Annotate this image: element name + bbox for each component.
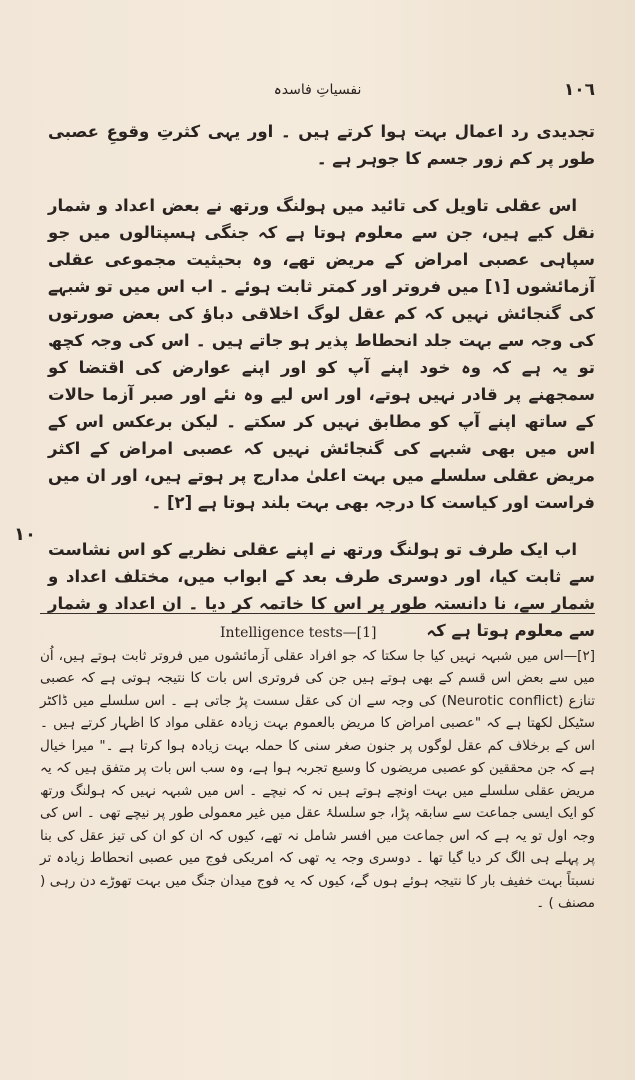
page-number: ١٠٦ [563,80,595,100]
paragraph: اب ایک طرف تو ہولنگ ورتھ نے اپنے عقلی نظریے کو اس نشاست سے ثابت کیا، اور دوسری طرف بعد کے ابواب میں، مختلف اعداد و شمار سے، نا دانستہ طور پر اس کا خاتمہ کر دیا ۔ ان اعداد و شمار سے معلوم ہوتا ہے کہ [48,540,595,640]
line-number-marker: ۱۰ [14,524,36,545]
footnote-2: [۲]—اس میں شبہہ نہیں کیا جا سکتا کہ جو افراد عقلی آزمائشوں میں فروتر ثابت ہوتے ہیں، اُن میں سے بعض اس قسم کے بھی ہوتے ہیں جن کی فروتری اس بات کا نتیجہ ہوتی ہے کہ عصبی تنازع (Neurotic conflict) کی وجہ سے ان کی عقل سست پڑ جاتی ہے ۔ اس سلسلے میں ڈاکٹر سٹیکل لکھتا ہے کہ "عصبی امراض کا مریض بالعموم بہت زیادہ عقلی مواد کا اظہار کرتے ہیں ۔ اس کے برخلاف کم عقل لوگوں پر جنون صغر سنی کا حملہ بہت زیادہ ہوا کرتا ہے ۔" میرا خیال ہے کہ جن محققین کو عصبی مریضوں کا وسیع تجربہ ہوا ہے، وہ سب اس بات پر متفق ہیں کہ یہ مریض عقلی سلسلے میں بہت اونچے ہوتے ہیں نہ کہ نیچے ۔ اس میں شبہہ نہیں کہ ہولنگ ورتھ کو ایک ایسی جماعت سے سابقہ پڑا، جو سلسلۂ عقل میں غیر معمولی طور پر نیچے تھی ۔ اس کی وجہ اول تو یہ ہے کہ اس جماعت میں افسر شامل نہ تھے، کیوں کہ ان کو ان کی تیز عقل کی بنا پر پہلے ہی الگ کر دیا گیا تھا ۔ دوسری وجہ یہ تھی کہ امریکی فوج میں عصبی انحطاط زیادہ تر نسبتاً بہت خفیف بار کا نتیجہ ہوئے ہوں گے، کیوں کہ یہ فوج میدان جنگ میں بہت تھوڑے دن رہی ( مصنف ) ۔ [40,647,595,911]
footnote-1-text: Intelligence tests—[1] [220,625,377,641]
footnotes [40,622,595,915]
page-header [40,80,595,104]
running-title: نفسیاتِ فاسدہ [273,82,362,98]
footnote-divider [40,613,595,614]
footnote-1 [40,622,595,645]
paragraph: اس عقلی تاویل کی تائید میں ہولنگ ورتھ نے بعض اعداد و شمار نقل کیے ہیں، جن سے معلوم ہوتا ہے کہ جنگی ہسپتالوں میں جو سپاہی عصبی امراض کے مریض تھے، وہ بحیثیت مجموعی عقلی آزمائشوں [۱] میں فروتر اور کمتر ثابت ہوئے ۔ اب اس میں تو شبہے کی گنجائش نہیں کہ کم عقل لوگ اخلاقی دباؤ کی بعض صورتوں کی وجہ سے بہت جلد انحطاط پذیر ہو جاتے ہیں ۔ اس کی وجہ کچھ تو یہ ہے کہ وہ خود اپنے آپ کو اور اپنے عوارض کی اقتضا کو سمجھنے پر قادر نہیں ہوتے، اور اس لیے وہ نئے اور صبر آزما حالات کے ساتھ اپنے آپ کو مطابق نہیں کر سکتے ۔ لیکن برعکس اس کے اس میں بھی شبہے کی گنجائش نہیں کہ عصبی امراض کے اکثر مریض عقلی سلسلے میں بہت اعلیٰ مدارج پر ہوتے ہیں، اور ان میں فراست اور کیاست کا درجہ بھی بہت بلند ہوتا ہے [۲] ۔ [48,196,595,512]
paragraph: تجدیدی رد اعمال بہت ہوا کرتے ہیں ۔ اور یہی کثرتِ وقوعِ عصبی طور پر کم زور جسم کا جوہر ہے ۔ [48,122,595,168]
main-text [48,118,595,664]
